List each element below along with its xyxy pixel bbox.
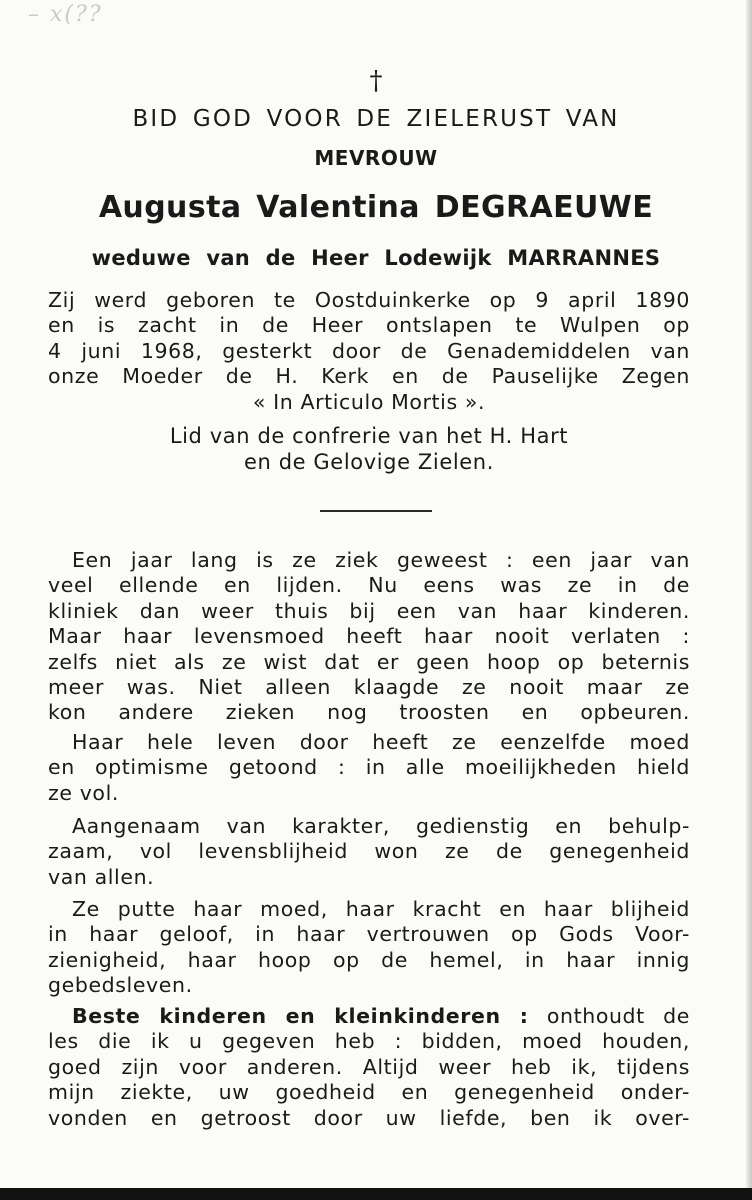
text-line: kon andere zieken nog troosten en opbeuren. [48, 700, 690, 725]
deceased-name: Augusta Valentina DEGRAEUWE [98, 190, 654, 225]
card-edge [746, 0, 752, 1200]
text-fragment: onthoudt de [546, 1004, 690, 1028]
paragraph-illness [48, 548, 690, 726]
text-line: in haar geloof, in haar vertrouwen op Gods Voor- [48, 922, 690, 947]
divider [320, 510, 432, 512]
honorific: MEVROUW [314, 146, 438, 170]
text-line: Maar haar levensmoed heeft haar nooit verlaten : [48, 624, 690, 649]
text-line: van allen. [48, 864, 155, 889]
text-line: Ze putte haar moed, haar kracht en haar blijheid [72, 897, 690, 921]
text-line: en optimisme getoond : in alle moeilijkheden hield [48, 755, 690, 780]
scan-border [0, 1188, 752, 1200]
birth-line: 4 juni 1968, gesterkt door de Genademiddelen van [48, 338, 690, 363]
birth-line: onze Moeder de H. Kerk en de Pauselijke Zegen [48, 364, 690, 389]
text-line: goed zijn voor anderen. Altijd weer heb ik, tijdens [48, 1054, 690, 1079]
text-line: zelfs niet als ze wist dat er geen hoop op beternis [48, 649, 690, 674]
text-line: Haar hele leven door heeft ze eenzelfde moed [72, 730, 690, 754]
text-line: Een jaar lang is ze ziek geweest : een jaar van [72, 548, 690, 572]
handwritten-note: – x(?? [28, 2, 103, 27]
birth-line: en is zacht in de Heer ontslapen te Wulpen op [48, 313, 690, 338]
birth-line: « In Articulo Mortis ». [252, 389, 486, 414]
widow-line: weduwe van de Heer Lodewijk MARRANNES [91, 246, 661, 270]
text-line: veel ellende en lijden. Nu eens was ze in de [48, 573, 690, 598]
text-line: zaam, vol levensblijheid won ze de genegenheid [48, 839, 690, 864]
paragraph-message [48, 1004, 690, 1131]
text-line: ze vol. [48, 780, 119, 805]
text-line: mijn ziekte, uw goedheid en genegenheid onder- [48, 1080, 690, 1105]
birth-line: Zij werd geboren te Oostduinkerke op 9 april 1890 [48, 288, 690, 312]
membership-line: en de Gelovige Zielen. [244, 450, 494, 474]
text-line: les die ik u gegeven heb : bidden, moed houden, [48, 1029, 690, 1054]
text-line: gebedsleven. [48, 973, 193, 998]
text-line: kliniek dan weer thuis bij een van haar kinderen. [48, 598, 690, 623]
text-line: zienigheid, haar hoop op de hemel, in haar innig [48, 947, 690, 972]
text-line [48, 1004, 690, 1029]
text-line: Aangenaam van karakter, gedienstig en behulp- [72, 814, 690, 838]
membership-line: Lid van de confrerie van het H. Hart [169, 424, 569, 448]
prayer-heading: BID GOD VOOR DE ZIELERUST VAN [132, 106, 620, 132]
paragraph-faith [48, 897, 690, 999]
address-children: Beste kinderen en kleinkinderen : [72, 1004, 529, 1028]
paragraph-courage [48, 730, 690, 806]
membership-info [48, 423, 690, 475]
text-line: meer was. Niet alleen klaagde ze nooit maar ze [48, 675, 690, 700]
cross-icon: † [369, 66, 383, 96]
birth-death-info [48, 288, 690, 415]
paragraph-character [48, 814, 690, 890]
text-line: vonden en getroost door uw liefde, ben ik over- [48, 1105, 690, 1130]
